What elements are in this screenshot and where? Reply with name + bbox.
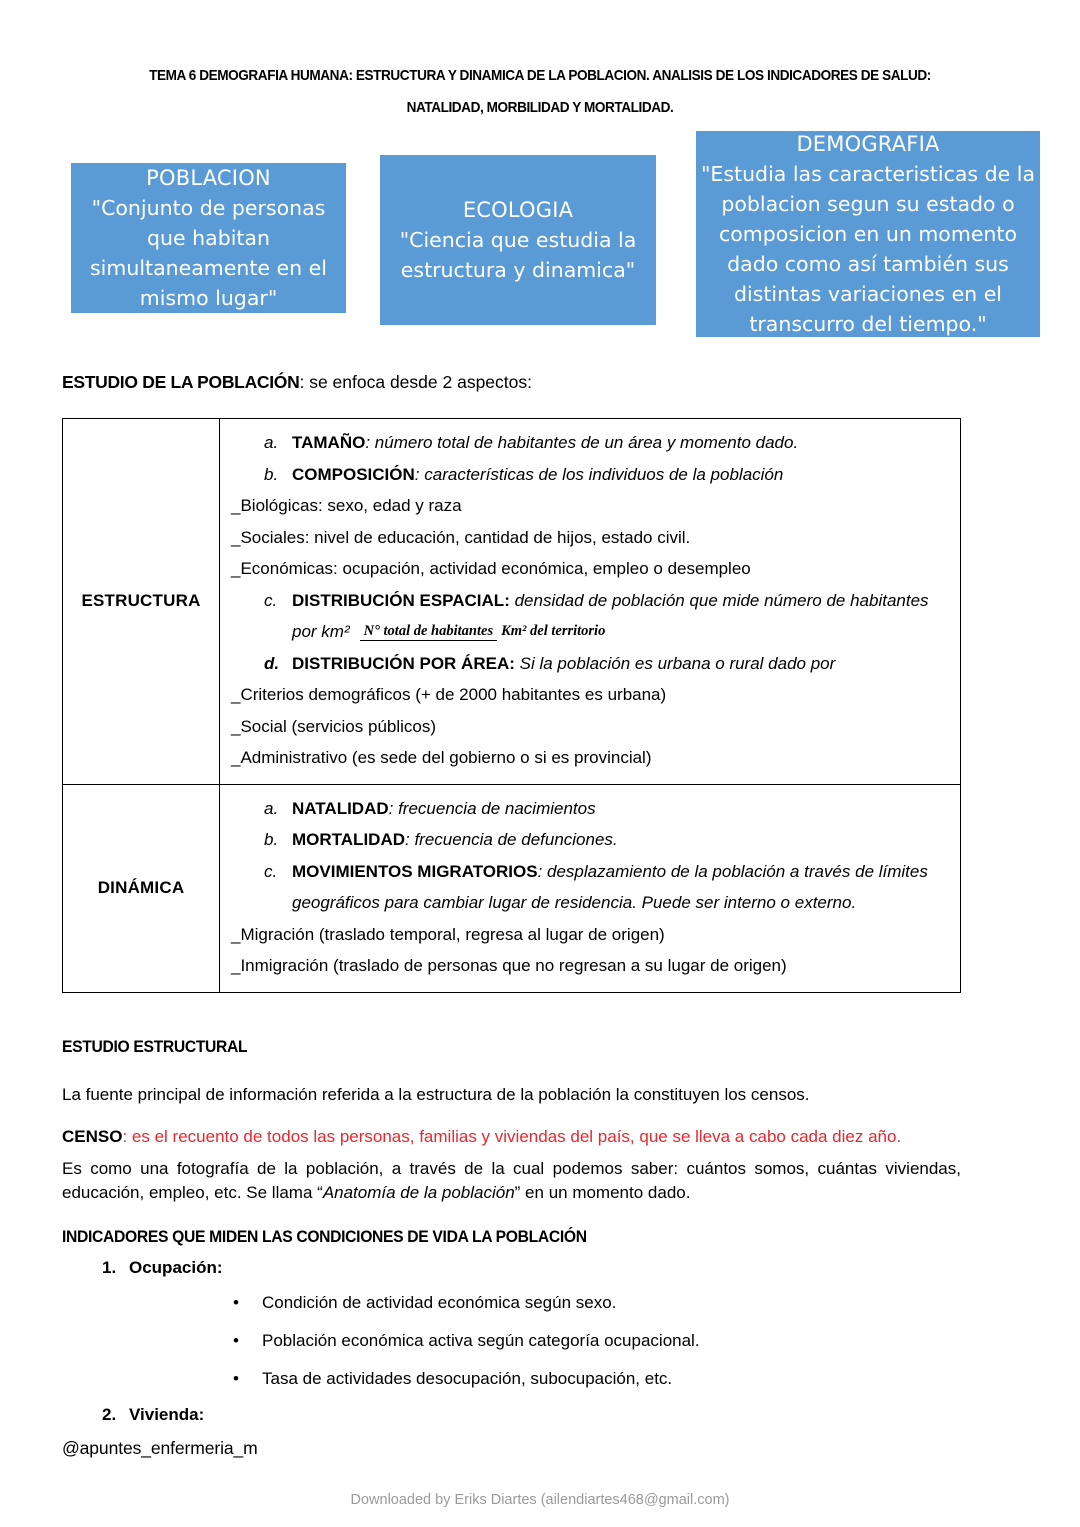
concept-box-demografia: [696, 131, 1040, 337]
table-row: [63, 784, 961, 992]
item-text: : desplazamiento de la población a través de límites geográficos para cambiar lugar de residencia. Puede ser interno o externo.: [292, 861, 928, 912]
item-term: DISTRIBUCIÓN POR ÁREA:: [292, 653, 515, 673]
list-item: [220, 459, 950, 491]
ocupacion-bullets: [129, 1284, 961, 1398]
list-item: [129, 1284, 961, 1322]
concept-box-ecologia: [380, 155, 656, 325]
table-row: [63, 419, 961, 785]
list-item: [220, 648, 950, 680]
indicadores-numbered-list: [62, 1251, 961, 1431]
estructura-item-list: [220, 427, 950, 490]
indicadores-section: [62, 1228, 961, 1431]
item-marker: c.: [264, 590, 278, 610]
item-text: Si la población es urbana o rural dado por: [514, 653, 836, 673]
item-marker: b.: [264, 464, 279, 484]
item-term: MOVIMIENTOS MIGRATORIOS: [292, 861, 538, 881]
item-term: DISTRIBUCIÓN ESPACIAL:: [292, 590, 510, 610]
fotografia-italic: Anatomía de la población: [322, 1183, 515, 1202]
dinamica-item-list: [220, 793, 950, 919]
item-number: 2.: [102, 1405, 117, 1424]
row-label-dinamica: DINÁMICA: [63, 784, 220, 992]
item-text: : frecuencia de nacimientos: [388, 798, 596, 818]
list-item: [220, 824, 950, 856]
dash-line: _Inmigración (traslado de personas que no regresan a su lugar de origen): [231, 956, 787, 975]
list-item: [129, 1360, 961, 1398]
intro-heading: ESTUDIO DE LA POBLACIÓN: [62, 372, 300, 392]
concept-box-title: DEMOGRAFIA: [796, 132, 940, 156]
fotografia-text-1: Es como una fotografía de la población, a través de la cual podemos saber: cuántos somos, cuántas viviendas, educación, empleo, etc. Se llama “: [62, 1159, 961, 1202]
list-item: [62, 1251, 961, 1398]
estructura-dinamica-table: [62, 418, 961, 993]
concept-box-body: "Ciencia que estudia la estructura y dinamica": [399, 228, 637, 282]
indicadores-heading: INDICADORES QUE MIDEN LAS CONDICIONES DE VIDA LA POBLACIÓN: [62, 1228, 587, 1246]
item-text: : características de los individuos de la población: [414, 464, 784, 484]
concept-box-poblacion: [71, 163, 346, 313]
item-term: COMPOSICIÓN: [292, 464, 415, 484]
item-text: : número total de habitantes de un área y momento dado.: [365, 433, 799, 452]
dash-line: _Administrativo (es sede del gobierno o si es provincial): [231, 748, 652, 767]
bullet-icon: •: [233, 1331, 239, 1350]
estudio-estructural-section: [62, 1038, 961, 1057]
dash-line: _Criterios demográficos (+ de 2000 habitantes es urbana): [231, 685, 667, 704]
row-label-estructura: ESTRUCTURA: [63, 419, 220, 785]
formula-numerator: N° total de habitantes: [360, 623, 497, 641]
censo-definition: : es el recuento de todos las personas, familias y viviendas del país, que se lleva a cabo cada diez año.: [122, 1127, 902, 1146]
row-content-estructura: [220, 419, 961, 785]
item-term: MORTALIDAD: [292, 830, 405, 849]
censo-line: [62, 1125, 961, 1149]
estructura-item-list-2: [220, 585, 950, 680]
concept-box-body: "Conjunto de personas que habitan simultaneamente en el mismo lugar": [90, 196, 327, 310]
dash-line: _Sociales: nivel de educación, cantidad de hijos, estado civil.: [231, 527, 691, 547]
author-handle: @apuntes_enfermeria_m: [62, 1438, 258, 1458]
bullet-text: Condición de actividad económica según sexo.: [262, 1293, 617, 1312]
fotografia-paragraph: [62, 1157, 961, 1205]
list-item: [220, 856, 950, 919]
dash-line: _Biológicas: sexo, edad y raza: [231, 496, 462, 515]
item-marker: a.: [264, 433, 279, 452]
list-item: [220, 793, 950, 825]
list-item: [129, 1322, 961, 1360]
item-marker: d.: [264, 653, 280, 673]
fotografia-text-2: ” en un momento dado.: [514, 1183, 691, 1202]
list-item: [62, 1398, 961, 1431]
item-marker: b.: [264, 830, 279, 849]
bullet-icon: •: [233, 1369, 239, 1388]
item-term: NATALIDAD: [292, 798, 389, 818]
estudio-estructural-heading: ESTUDIO ESTRUCTURAL: [62, 1038, 248, 1056]
item-text: : frecuencia de defunciones.: [405, 830, 618, 849]
estudio-poblacion-intro: [62, 370, 532, 394]
item-marker: c.: [264, 861, 278, 881]
list-item: [220, 585, 950, 648]
bullet-icon: •: [233, 1293, 239, 1312]
download-footer: Downloaded by Eriks Diartes (ailendiartes468@gmail.com): [350, 1492, 730, 1508]
censo-label: CENSO: [62, 1127, 123, 1146]
dash-line: _Económicas: ocupación, actividad económica, empleo o desempleo: [231, 559, 751, 578]
concept-box-body: "Estudia las caracteristicas de la poblacion segun su estado o composicion en un momento dado como así también sus distintas variaciones en el transcurro del tiempo.": [700, 162, 1036, 336]
item-number: 1.: [102, 1258, 117, 1277]
page-title: TEMA 6 DEMOGRAFIA HUMANA: ESTRUCTURA Y DINAMICA DE LA POBLACION. ANALISIS DE LOS INDICADORES DE SALUD: NATALIDAD, MORBILIDAD Y MORTALIDAD.: [149, 68, 931, 116]
row-content-dinamica: [220, 784, 961, 992]
formula-denominator: Km² del territorio: [501, 623, 606, 640]
concept-box-title: ECOLOGIA: [462, 198, 574, 222]
item-label: Ocupación:: [129, 1258, 223, 1277]
fuente-paragraph: La fuente principal de información referida a la estructura de la población la constituyen los censos.: [62, 1085, 810, 1104]
item-label: Vivienda:: [129, 1405, 205, 1424]
item-marker: a.: [264, 798, 279, 818]
concept-box-title: POBLACION: [146, 166, 271, 190]
bullet-text: Tasa de actividades desocupación, subocupación, etc.: [262, 1369, 673, 1388]
dash-line: _Social (servicios públicos): [231, 716, 437, 736]
bullet-text: Población económica activa según categoría ocupacional.: [262, 1331, 700, 1350]
item-text: densidad de población que mide número de habitantes por km²: [292, 590, 929, 641]
dash-line: _Migración (traslado temporal, regresa al lugar de origen): [231, 924, 665, 944]
item-term: TAMAÑO: [292, 433, 366, 452]
list-item: [220, 427, 950, 459]
density-formula: [360, 622, 610, 641]
intro-rest: : se enfoca desde 2 aspectos:: [299, 372, 532, 392]
